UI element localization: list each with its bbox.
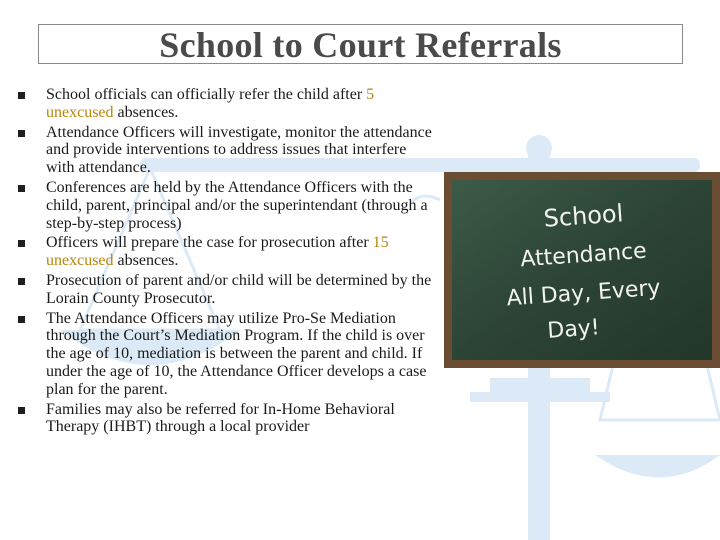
bullet-text: Attendance Officers will investigate, monitor the attendance and provide interventions to address issues that interfere with attendance.	[46, 123, 432, 177]
bullet-item	[18, 310, 438, 399]
chalk-line-1: School	[542, 199, 625, 233]
square-bullet-icon	[18, 92, 25, 99]
bullet-item	[18, 86, 438, 122]
bullet-item	[18, 401, 438, 437]
square-bullet-icon	[18, 407, 25, 414]
square-bullet-icon	[18, 278, 25, 285]
bullet-text: School officials can officially refer the child after	[46, 86, 367, 103]
bullet-list	[18, 86, 438, 438]
bullet-text: The Attendance Officers may utilize Pro-Se Mediation through the Court’s Mediation Program. If the child is over the age of 10, mediation is between the parent and child. If under the age of 10, the Attendance Officer develops a case plan for the parent.	[46, 309, 427, 398]
chalk-line-3: All Day, Every	[505, 275, 662, 312]
bullet-highlight: 15 unexcused	[46, 234, 389, 270]
bullet-text-after: absences.	[113, 252, 179, 270]
square-bullet-icon	[18, 185, 25, 192]
bullet-text: Families may also be referred for In-Home Behavioral Therapy (IHBT) through a local provider	[46, 400, 395, 436]
bullet-highlight: 5 unexcused	[46, 86, 375, 121]
bullet-text-after: absences.	[113, 103, 179, 121]
square-bullet-icon	[18, 130, 25, 137]
chalk-line-2: Attendance	[519, 238, 648, 273]
square-bullet-icon	[18, 316, 25, 323]
bullet-item	[18, 272, 438, 308]
bullet-text: Officers will prepare the case for prosecution after	[46, 234, 373, 252]
title-frame	[38, 24, 683, 64]
bullet-item	[18, 124, 438, 177]
square-bullet-icon	[18, 240, 25, 247]
chalk-line-4: Day!	[546, 315, 601, 344]
bullet-text: Conferences are held by the Attendance Officers with the child, parent, principal and/or the superintendant (through a step-by-step process)	[46, 178, 428, 232]
bullet-item	[18, 234, 438, 270]
bullet-item	[18, 179, 438, 232]
slide-title: School to Court Referrals	[159, 25, 562, 65]
bullet-text: Prosecution of parent and/or child will be determined by the Lorain County Prosecutor.	[46, 271, 432, 307]
chalkboard-image	[444, 172, 720, 368]
